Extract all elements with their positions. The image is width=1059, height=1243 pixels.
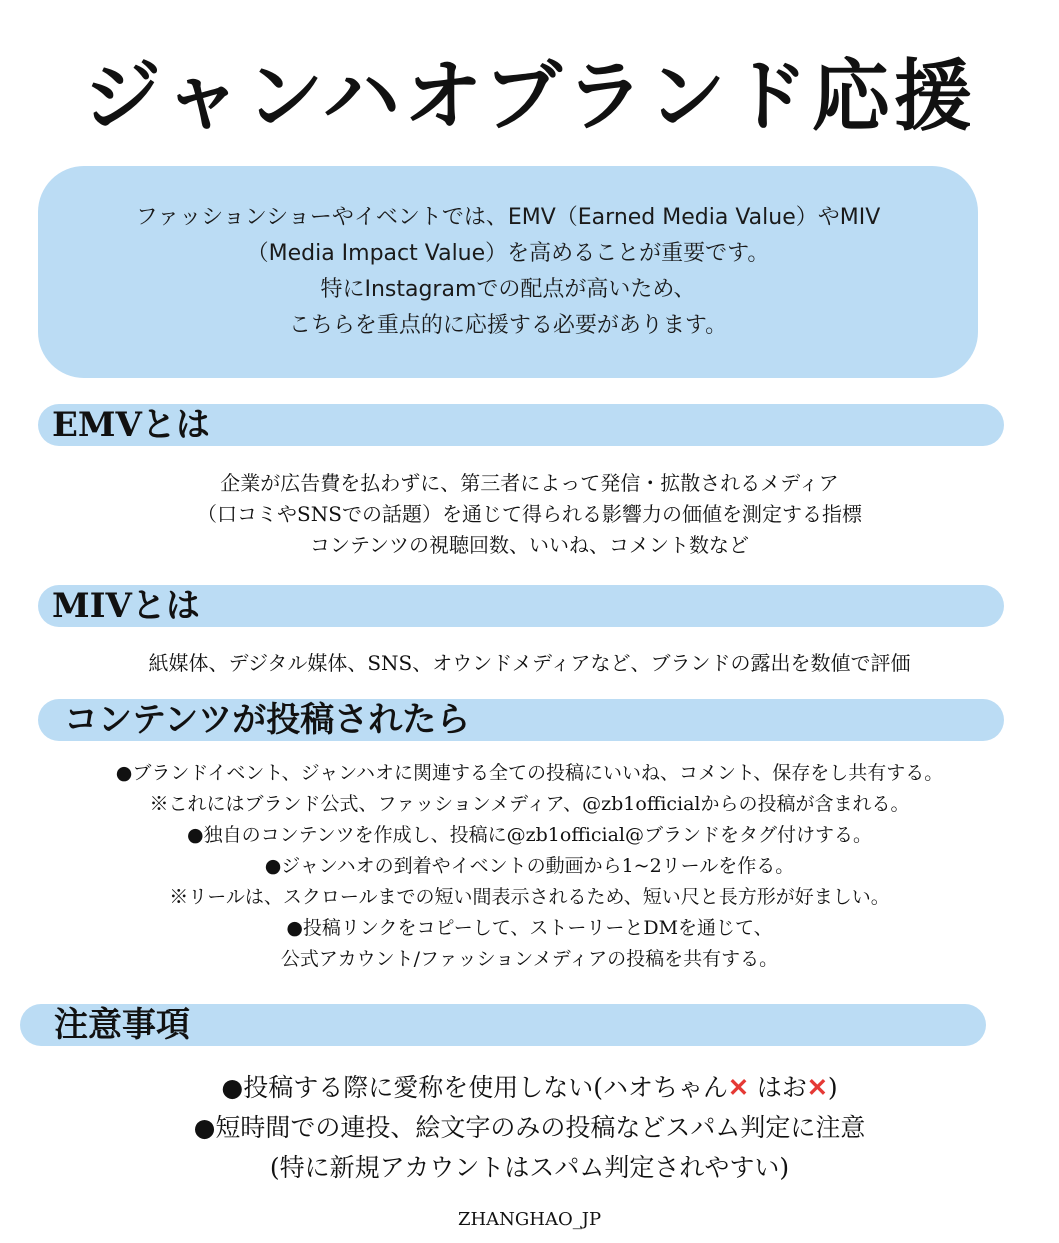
emv-line: （口コミやSNSでの話題）を通じて得られる影響力の価値を測定する指標: [197, 502, 862, 526]
intro-line: 特にInstagramでの配点が高いため、: [320, 277, 696, 302]
miv-heading: MIVとは: [52, 586, 200, 626]
notes-line: ●短時間での連投、絵文字のみの投稿などスパム判定に注意: [193, 1113, 866, 1142]
emv-line: 企業が広告費を払わずに、第三者によって発信・拡散されるメディア: [220, 471, 839, 495]
page-title: ジャンハオブランド応援: [83, 51, 976, 142]
posted-line: ●ブランドイベント、ジャンハオに関連する全ての投稿にいいね、コメント、保存をし共有する。: [115, 762, 944, 784]
emv-line: コンテンツの視聴回数、いいね、コメント数など: [310, 533, 749, 557]
posted-line: ●ジャンハオの到着やイベントの動画から1~2リールを作る。: [264, 855, 795, 877]
notes-list: [0, 1068, 1059, 1188]
posted-list: [0, 758, 1059, 975]
posted-line: ●投稿リンクをコピーして、ストーリーとDMを通じて、: [286, 917, 773, 939]
miv-line: 紙媒体、デジタル媒体、SNS、オウンドメディアなど、ブランドの露出を数値で評価: [148, 651, 911, 675]
emv-heading: EMVとは: [52, 405, 210, 445]
intro-panel: [38, 166, 978, 378]
notes-line1-text: ): [827, 1073, 838, 1102]
posted-line: ●独自のコンテンツを作成し、投稿に@zb1official@ブランドをタグ付けする。: [186, 824, 873, 846]
posted-heading: コンテンツが投稿されたら: [64, 700, 471, 740]
intro-line: ファッションショーやイベントでは、EMV（Earned Media Value）やMIV: [135, 205, 881, 230]
notes-heading: 注意事項: [54, 1005, 190, 1045]
miv-heading-bar: [38, 585, 1004, 627]
miv-description: [0, 648, 1059, 679]
notes-heading-bar: [20, 1004, 986, 1046]
notes-line: [0, 1068, 1059, 1108]
posted-line: ※リールは、スクロールまでの短い間表示されるため、短い尺と長方形が好ましい。: [169, 886, 890, 908]
posted-line: ※これにはブランド公式、ファッションメディア、@zb1officialからの投稿が含まれる。: [149, 793, 910, 815]
intro-line: こちらを重点的に応援する必要があります。: [288, 313, 728, 338]
emv-heading-bar: [38, 404, 1004, 446]
notes-line1-text: はお: [748, 1073, 807, 1102]
footer-credit: ZHANGHAO_JP: [457, 1209, 602, 1230]
cross-mark-icon: ✕: [727, 1073, 749, 1102]
notes-line: (特に新規アカウントはスパム判定されやすい): [269, 1153, 790, 1182]
posted-line: 公式アカウント/ファッションメディアの投稿を共有する。: [280, 948, 779, 970]
intro-line: （Media Impact Value）を高めることが重要です。: [246, 241, 770, 266]
posted-heading-bar: [38, 699, 1004, 741]
emv-description: [0, 468, 1059, 561]
notes-line1-text: ●投稿する際に愛称を使用しない(ハオちゃん: [221, 1073, 728, 1102]
cross-mark-icon: ✕: [806, 1073, 828, 1102]
